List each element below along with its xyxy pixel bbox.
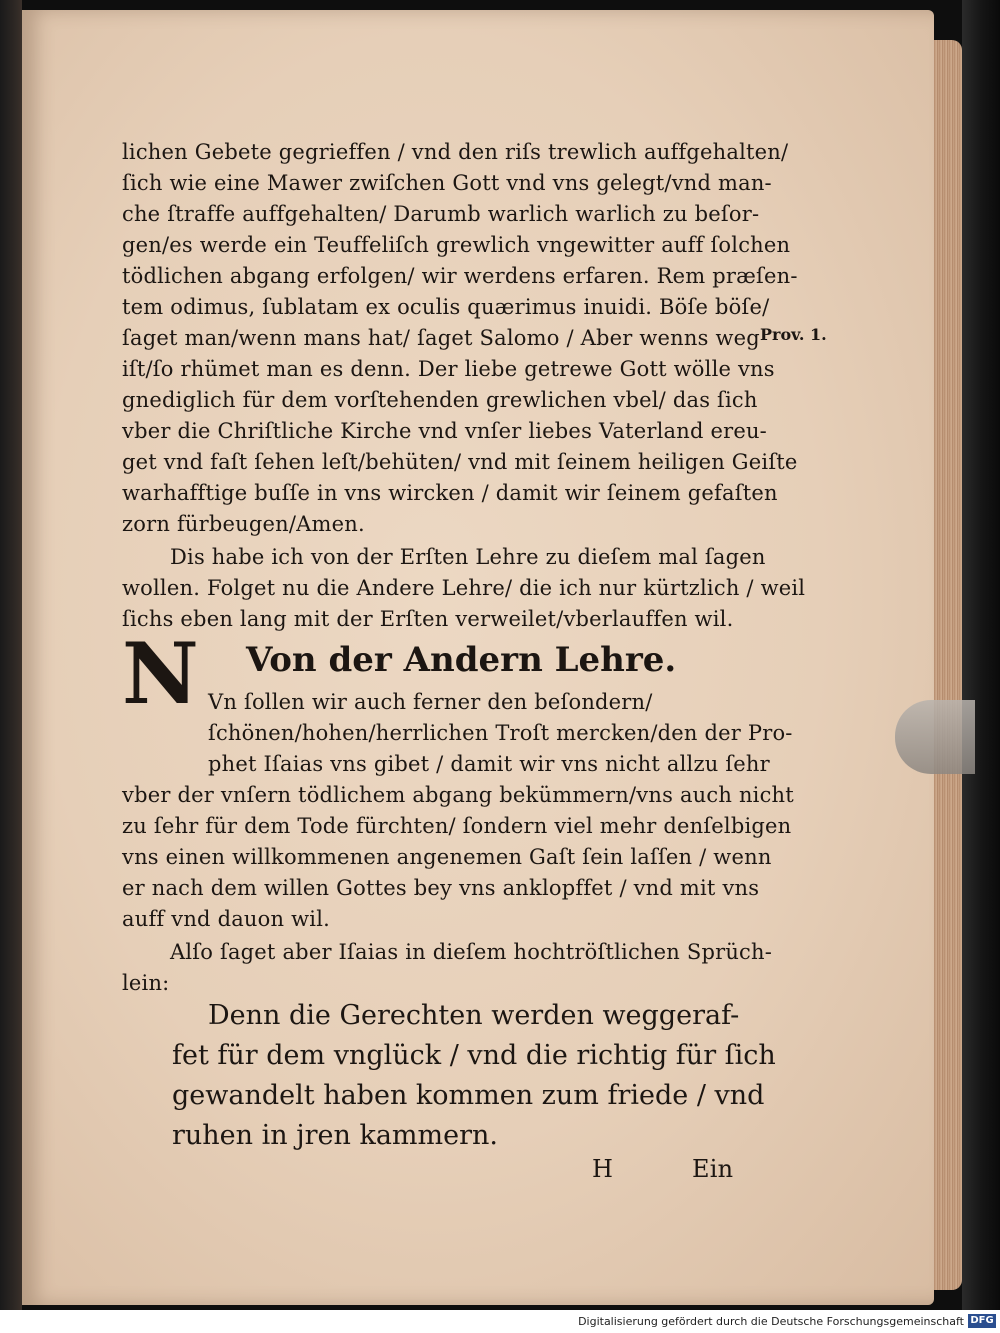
- footer-bar: [0, 1310, 1000, 1333]
- text-line: vns einen willkommenen angenemen Gaſt ſein laſſen / wenn: [122, 845, 772, 869]
- margin-note: Prov. 1.: [760, 325, 827, 344]
- book-cover-right: [962, 0, 1000, 1310]
- text-line: tödlichen abgang erfolgen/ wir werdens erfaren. Rem præſen-: [122, 264, 798, 288]
- text-line: gnediglich für dem vorſtehenden grewlichen vbel/ das ſich: [122, 388, 758, 412]
- text-line: wollen. Folget nu die Andere Lehre/ die ich nur kürtzlich / weil: [122, 576, 806, 600]
- quote-line: fet für dem vnglück / vnd die richtig für ſich: [172, 1040, 776, 1071]
- section-heading: Von der Andern Lehre.: [246, 640, 677, 680]
- holding-clip: [895, 700, 975, 774]
- footer-credit: Digitalisierung gefördert durch die Deutsche Forschungsgemeinschaft: [578, 1315, 964, 1328]
- quote-line: ruhen in jren kammern.: [172, 1120, 498, 1151]
- text-line: warhafftige buſſe in vns wircken / damit wir ſeinem gefaſten: [122, 481, 778, 505]
- text-line: ſichs eben lang mit der Erſten verweilet/vberlauffen wil.: [122, 607, 734, 631]
- text-line: iſt/ſo rhümet man es denn. Der liebe getrewe Gott wölle vns: [122, 357, 775, 381]
- text-line: ſaget man/wenn mans hat/ ſaget Salomo / Aber wenns weg: [122, 326, 760, 350]
- text-line: gen/es werde ein Teuffeliſch grewlich vngewitter auff ſolchen: [122, 233, 791, 257]
- text-line: Alſo ſaget aber Iſaias in dieſem hochtröſtlichen Sprüch-: [170, 940, 773, 964]
- text-line: tem odimus, ſublatam ex oculis quærimus inuidi. Böſe böſe/: [122, 295, 770, 319]
- quote-line: gewandelt haben kommen zum friede / vnd: [172, 1080, 765, 1111]
- text-line: phet Iſaias vns gibet / damit wir vns nicht allzu ſehr: [208, 752, 770, 776]
- signature-mark: H: [592, 1155, 614, 1183]
- text-line: get vnd faſt ſehen leſt/behüten/ vnd mit ſeinem heiligen Geiſte: [122, 450, 798, 474]
- text-line: lein:: [122, 971, 170, 995]
- text-line: Dis habe ich von der Erſten Lehre zu dieſem mal ſagen: [170, 545, 766, 569]
- text-line: che ſtraffe auffgehalten/ Darumb warlich warlich zu beſor-: [122, 202, 760, 226]
- text-line: Vn ſollen wir auch ferner den beſondern/: [208, 690, 653, 714]
- text-line: ſich wie eine Mawer zwiſchen Gott vnd vns gelegt/vnd man-: [122, 171, 772, 195]
- text-line: vber der vnſern tödlichem abgang bekümmern/vns auch nicht: [122, 783, 794, 807]
- book-cover-left: [0, 0, 22, 1310]
- text-line: er nach dem willen Gottes bey vns anklopffet / vnd mit vns: [122, 876, 760, 900]
- text-line: zorn fürbeugen/Amen.: [122, 512, 365, 536]
- text-line: ſchönen/hohen/herrlichen Troſt mercken/den der Pro-: [208, 721, 793, 745]
- catchword: Ein: [692, 1155, 734, 1183]
- dfg-logo-icon: DFG: [968, 1314, 996, 1328]
- drop-initial: N: [122, 624, 199, 723]
- text-line: vber die Chriſtliche Kirche vnd vnſer liebes Vaterland ereu-: [122, 419, 767, 443]
- text-line: zu ſehr für dem Tode fürchten/ ſondern viel mehr denſelbigen: [122, 814, 792, 838]
- quote-line: Denn die Gerechten werden weggeraf-: [208, 1000, 740, 1031]
- text-line: lichen Gebete gegrieffen / vnd den riſs trewlich auffgehalten/: [122, 140, 789, 164]
- text-line: auff vnd dauon wil.: [122, 907, 330, 931]
